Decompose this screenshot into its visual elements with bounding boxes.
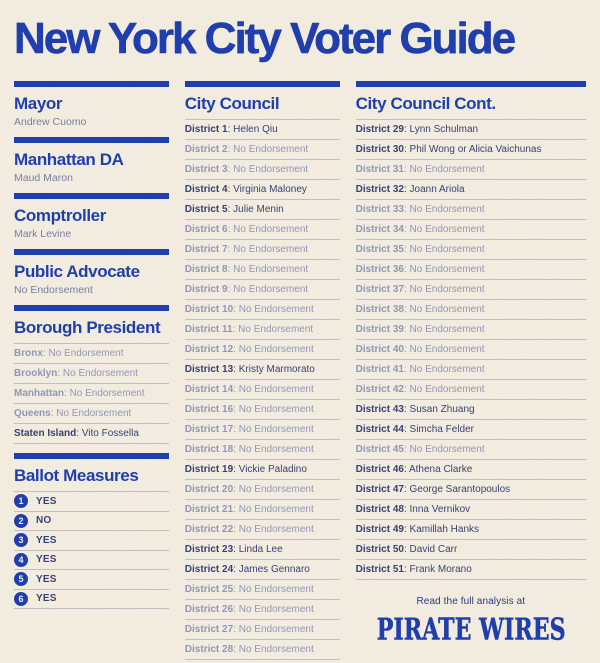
- district-label: District 11: [184, 323, 233, 335]
- measure-number-badge: 2: [14, 514, 28, 528]
- label-separator: :: [64, 387, 70, 399]
- label-separator: :: [233, 403, 239, 415]
- section-divider-bar: [14, 305, 169, 311]
- measure-number-badge: 5: [14, 572, 28, 586]
- district-row: [185, 120, 340, 140]
- city-council-section: [185, 81, 340, 660]
- office-section: [14, 249, 169, 297]
- district-label: District 33: [355, 203, 404, 215]
- city-council-cont-section: [356, 81, 586, 580]
- column-city-council-cont: [355, 81, 586, 648]
- district-label: District 35: [355, 243, 404, 255]
- borough-label: Bronx: [14, 347, 43, 359]
- district-row: [356, 120, 586, 140]
- district-label: District 8: [184, 263, 228, 275]
- district-row: [356, 220, 586, 240]
- borough-row: [14, 364, 169, 384]
- borough-label: Queens: [14, 407, 51, 419]
- district-label: District 41: [355, 363, 404, 375]
- borough-row: [14, 424, 169, 444]
- district-label: District 37: [355, 283, 404, 295]
- district-row: [185, 300, 340, 320]
- label-separator: :: [233, 523, 239, 535]
- district-label: District 46: [355, 463, 404, 475]
- district-label: District 14: [184, 383, 234, 395]
- footer-note: Read the full analysis at: [416, 596, 526, 608]
- borough-row: [14, 404, 169, 424]
- district-label: District 49: [355, 523, 404, 535]
- borough-label: Manhattan: [14, 387, 64, 399]
- district-endorsement: No Endorsement: [233, 263, 309, 275]
- office-section: [14, 81, 169, 129]
- office-section: [14, 137, 169, 185]
- district-row: [185, 520, 340, 540]
- district-label: District 45: [355, 443, 404, 455]
- district-row: [185, 600, 340, 620]
- district-label: District 7: [184, 243, 228, 255]
- column-city-council: [185, 81, 340, 660]
- label-separator: :: [233, 383, 239, 395]
- label-separator: :: [227, 183, 234, 195]
- section-divider-bar: [185, 81, 340, 87]
- district-label: District 12: [184, 343, 234, 355]
- district-row: [185, 380, 340, 400]
- label-separator: :: [403, 223, 410, 235]
- label-separator: :: [403, 523, 410, 535]
- district-row: [356, 520, 586, 540]
- office-endorsement: No Endorsement: [14, 284, 93, 297]
- district-row: [356, 300, 586, 320]
- district-row: [185, 340, 340, 360]
- measure-vote: NO: [36, 515, 52, 527]
- district-endorsement: No Endorsement: [238, 323, 314, 335]
- ballot-measures-section: [14, 453, 169, 609]
- measure-number-badge: 6: [14, 592, 28, 606]
- column-citywide-offices: [14, 81, 169, 609]
- district-row: [185, 280, 340, 300]
- borough-row: [14, 384, 169, 404]
- district-endorsement: No Endorsement: [238, 623, 314, 635]
- district-label: District 42: [355, 383, 404, 395]
- label-separator: :: [403, 543, 410, 555]
- district-label: District 28: [184, 643, 234, 655]
- district-label: District 10: [184, 303, 234, 315]
- district-label: District 48: [355, 503, 404, 515]
- label-separator: :: [233, 583, 239, 595]
- ballot-measure-row: [14, 590, 169, 610]
- office-title: Mayor: [14, 94, 63, 114]
- district-label: District 16: [184, 403, 234, 415]
- district-endorsement: No Endorsement: [409, 343, 485, 355]
- district-endorsement: Helen Qiu: [233, 123, 278, 135]
- district-endorsement: Phil Wong or Alicia Vaichunas: [409, 143, 542, 155]
- label-separator: :: [403, 163, 410, 175]
- label-separator: :: [233, 343, 239, 355]
- district-endorsement: No Endorsement: [409, 243, 485, 255]
- measure-vote: YES: [36, 495, 57, 507]
- label-separator: :: [233, 443, 239, 455]
- district-label: District 21: [184, 503, 234, 515]
- label-separator: :: [227, 143, 234, 155]
- district-label: District 39: [355, 323, 404, 335]
- office-title: Public Advocate: [14, 262, 140, 282]
- district-row: [356, 240, 586, 260]
- district-endorsement: No Endorsement: [233, 163, 309, 175]
- section-divider-bar: [14, 453, 169, 459]
- district-row: [356, 340, 586, 360]
- district-label: District 18: [184, 443, 234, 455]
- district-label: District 13: [184, 363, 234, 375]
- district-label: District 3: [184, 163, 228, 175]
- label-separator: :: [403, 303, 410, 315]
- label-separator: :: [403, 183, 410, 195]
- borough-endorsement: Vito Fossella: [81, 427, 139, 439]
- label-separator: :: [233, 603, 239, 615]
- district-endorsement: No Endorsement: [409, 263, 485, 275]
- district-endorsement: No Endorsement: [238, 403, 314, 415]
- borough-endorsement: No Endorsement: [62, 367, 138, 379]
- district-label: District 26: [184, 603, 234, 615]
- district-endorsement: Julie Menin: [233, 203, 284, 215]
- district-endorsement: No Endorsement: [238, 523, 314, 535]
- ballot-measure-row: [14, 551, 169, 571]
- district-label: District 29: [355, 123, 404, 135]
- label-separator: :: [403, 123, 410, 135]
- label-separator: :: [233, 363, 239, 375]
- borough-row: [14, 344, 169, 364]
- section-divider-bar: [14, 193, 169, 199]
- district-row: [356, 380, 586, 400]
- district-row: [185, 560, 340, 580]
- district-endorsement: Kamillah Hanks: [409, 523, 480, 535]
- district-label: District 20: [184, 483, 234, 495]
- label-separator: :: [403, 343, 410, 355]
- label-separator: :: [76, 427, 82, 439]
- label-separator: :: [403, 563, 410, 575]
- district-row: [185, 140, 340, 160]
- district-row: [356, 320, 586, 340]
- label-separator: :: [233, 303, 239, 315]
- label-separator: :: [403, 423, 410, 435]
- district-endorsement: Linda Lee: [238, 543, 283, 555]
- label-separator: :: [403, 403, 410, 415]
- office-section: [14, 193, 169, 241]
- measure-number-badge: 3: [14, 533, 28, 547]
- measure-vote: YES: [36, 573, 57, 585]
- district-label: District 19: [184, 463, 234, 475]
- district-row: [185, 460, 340, 480]
- district-endorsement: No Endorsement: [238, 483, 314, 495]
- label-separator: :: [233, 563, 239, 575]
- district-endorsement: No Endorsement: [233, 223, 309, 235]
- district-label: District 36: [355, 263, 404, 275]
- district-row: [185, 180, 340, 200]
- label-separator: :: [403, 463, 409, 475]
- ballot-measure-row: [14, 492, 169, 512]
- district-row: [185, 220, 340, 240]
- office-endorsement: Andrew Cuomo: [14, 116, 87, 129]
- label-separator: :: [403, 443, 410, 455]
- district-endorsement: Kristy Marmorato: [238, 363, 315, 375]
- district-row: [185, 500, 340, 520]
- district-endorsement: No Endorsement: [409, 443, 485, 455]
- label-separator: :: [403, 383, 410, 395]
- district-label: District 38: [355, 303, 404, 315]
- district-endorsement: David Carr: [409, 543, 458, 555]
- district-endorsement: No Endorsement: [409, 323, 485, 335]
- district-row: [185, 360, 340, 380]
- district-label: District 30: [355, 143, 404, 155]
- district-row: [356, 400, 586, 420]
- district-endorsement: No Endorsement: [409, 363, 485, 375]
- district-endorsement: No Endorsement: [409, 163, 485, 175]
- label-separator: :: [227, 123, 234, 135]
- district-row: [185, 160, 340, 180]
- ballot-measure-row: [14, 531, 169, 551]
- label-separator: :: [403, 483, 410, 495]
- city-council-cont-rows: [356, 120, 586, 580]
- district-label: District 24: [184, 563, 234, 575]
- district-row: [356, 460, 586, 480]
- district-endorsement: No Endorsement: [409, 383, 485, 395]
- district-row: [356, 480, 586, 500]
- label-separator: :: [233, 543, 239, 555]
- district-row: [185, 260, 340, 280]
- district-row: [356, 420, 586, 440]
- district-row: [356, 560, 586, 580]
- label-separator: :: [233, 643, 239, 655]
- label-separator: :: [403, 283, 410, 295]
- district-label: District 50: [355, 543, 404, 555]
- district-label: District 1: [184, 123, 228, 135]
- district-label: District 9: [184, 283, 228, 295]
- district-endorsement: Frank Morano: [409, 563, 472, 575]
- district-row: [356, 500, 586, 520]
- district-endorsement: No Endorsement: [238, 343, 314, 355]
- label-separator: :: [227, 203, 234, 215]
- district-label: District 31: [355, 163, 404, 175]
- measure-vote: YES: [36, 534, 57, 546]
- district-label: District 25: [184, 583, 234, 595]
- office-endorsement: Mark Levine: [14, 228, 72, 241]
- borough-endorsement: No Endorsement: [48, 347, 124, 359]
- label-separator: :: [403, 243, 410, 255]
- borough-president-rows: [14, 344, 169, 444]
- district-endorsement: Athena Clarke: [408, 463, 473, 475]
- district-endorsement: No Endorsement: [238, 503, 314, 515]
- borough-president-section: [14, 305, 169, 444]
- ballot-measures-title: Ballot Measures: [14, 467, 169, 492]
- district-label: District 47: [355, 483, 404, 495]
- label-separator: :: [403, 143, 410, 155]
- city-council-title: City Council: [185, 95, 340, 120]
- label-separator: :: [233, 463, 239, 475]
- section-divider-bar: [14, 249, 169, 255]
- district-row: [185, 620, 340, 640]
- district-label: District 17: [184, 423, 234, 435]
- district-label: District 22: [184, 523, 234, 535]
- borough-endorsement: No Endorsement: [56, 407, 132, 419]
- district-endorsement: No Endorsement: [409, 303, 485, 315]
- district-endorsement: No Endorsement: [238, 383, 314, 395]
- section-divider-bar: [14, 81, 169, 87]
- office-endorsement: Maud Maron: [14, 172, 73, 185]
- district-row: [185, 400, 340, 420]
- district-endorsement: James Gennaro: [238, 563, 310, 575]
- district-label: District 34: [355, 223, 404, 235]
- district-row: [356, 440, 586, 460]
- district-endorsement: No Endorsement: [238, 423, 314, 435]
- district-row: [356, 140, 586, 160]
- borough-endorsement: No Endorsement: [69, 387, 145, 399]
- label-separator: :: [233, 623, 239, 635]
- label-separator: :: [50, 407, 57, 419]
- office-title: Comptroller: [14, 206, 106, 226]
- district-row: [185, 420, 340, 440]
- district-row: [185, 320, 340, 340]
- district-label: District 32: [355, 183, 404, 195]
- borough-president-title: Borough President: [14, 319, 169, 344]
- office-sections: [14, 81, 169, 297]
- measure-number-badge: 1: [14, 494, 28, 508]
- pirate-wires-logo: PIRATE WIRES: [376, 613, 566, 648]
- district-endorsement: No Endorsement: [238, 583, 314, 595]
- columns-layout: [14, 81, 586, 660]
- office-title: Manhattan DA: [14, 150, 124, 170]
- label-separator: :: [232, 323, 239, 335]
- district-row: [356, 260, 586, 280]
- district-endorsement: Susan Zhuang: [409, 403, 475, 415]
- district-endorsement: Inna Vernikov: [409, 503, 471, 515]
- measure-vote: YES: [36, 554, 57, 566]
- district-row: [356, 360, 586, 380]
- district-endorsement: Virginia Maloney: [233, 183, 307, 195]
- label-separator: :: [227, 243, 234, 255]
- district-endorsement: Simcha Felder: [409, 423, 474, 435]
- district-endorsement: No Endorsement: [233, 143, 309, 155]
- district-label: District 51: [355, 563, 404, 575]
- district-endorsement: No Endorsement: [409, 203, 485, 215]
- section-divider-bar: [356, 81, 586, 87]
- district-row: [185, 200, 340, 220]
- district-endorsement: No Endorsement: [409, 223, 485, 235]
- label-separator: :: [227, 163, 234, 175]
- district-row: [356, 180, 586, 200]
- label-separator: :: [42, 347, 49, 359]
- label-separator: :: [403, 363, 410, 375]
- district-endorsement: No Endorsement: [238, 303, 314, 315]
- district-endorsement: No Endorsement: [233, 283, 309, 295]
- district-row: [185, 580, 340, 600]
- district-label: District 44: [355, 423, 404, 435]
- district-row: [185, 640, 340, 660]
- label-separator: :: [233, 503, 239, 515]
- label-separator: :: [233, 483, 239, 495]
- district-label: District 2: [184, 143, 228, 155]
- district-label: District 4: [184, 183, 228, 195]
- label-separator: :: [57, 367, 63, 379]
- district-row: [356, 160, 586, 180]
- district-label: District 5: [184, 203, 228, 215]
- district-label: District 27: [184, 623, 234, 635]
- city-council-cont-title: City Council Cont.: [356, 95, 586, 120]
- district-endorsement: No Endorsement: [409, 283, 485, 295]
- district-row: [185, 440, 340, 460]
- district-label: District 23: [184, 543, 234, 555]
- measure-vote: YES: [36, 593, 57, 605]
- page-title: New York City Voter Guide: [14, 14, 515, 63]
- district-row: [185, 540, 340, 560]
- district-endorsement: No Endorsement: [233, 243, 309, 255]
- district-endorsement: Joann Ariola: [409, 183, 465, 195]
- district-endorsement: Lynn Schulman: [409, 123, 479, 135]
- label-separator: :: [403, 203, 410, 215]
- label-separator: :: [403, 323, 410, 335]
- measure-number-badge: 4: [14, 553, 28, 567]
- district-row: [356, 280, 586, 300]
- label-separator: :: [227, 283, 234, 295]
- label-separator: :: [233, 423, 239, 435]
- section-divider-bar: [14, 137, 169, 143]
- city-council-rows: [185, 120, 340, 660]
- ballot-measure-rows: [14, 492, 169, 609]
- footer: [356, 596, 586, 648]
- label-separator: :: [403, 263, 410, 275]
- ballot-measure-row: [14, 512, 169, 532]
- label-separator: :: [227, 223, 234, 235]
- district-row: [185, 240, 340, 260]
- district-label: District 43: [355, 403, 404, 415]
- borough-label: Staten Island: [14, 427, 77, 439]
- district-endorsement: George Sarantopoulos: [409, 483, 511, 495]
- label-separator: :: [227, 263, 234, 275]
- district-row: [356, 540, 586, 560]
- district-row: [185, 480, 340, 500]
- district-endorsement: No Endorsement: [238, 443, 314, 455]
- ballot-measure-row: [14, 570, 169, 590]
- district-label: District 6: [184, 223, 228, 235]
- district-endorsement: No Endorsement: [238, 603, 314, 615]
- district-row: [356, 200, 586, 220]
- district-label: District 40: [355, 343, 404, 355]
- district-endorsement: No Endorsement: [238, 643, 314, 655]
- district-endorsement: Vickie Paladino: [238, 463, 307, 475]
- label-separator: :: [403, 503, 410, 515]
- borough-label: Brooklyn: [14, 367, 58, 379]
